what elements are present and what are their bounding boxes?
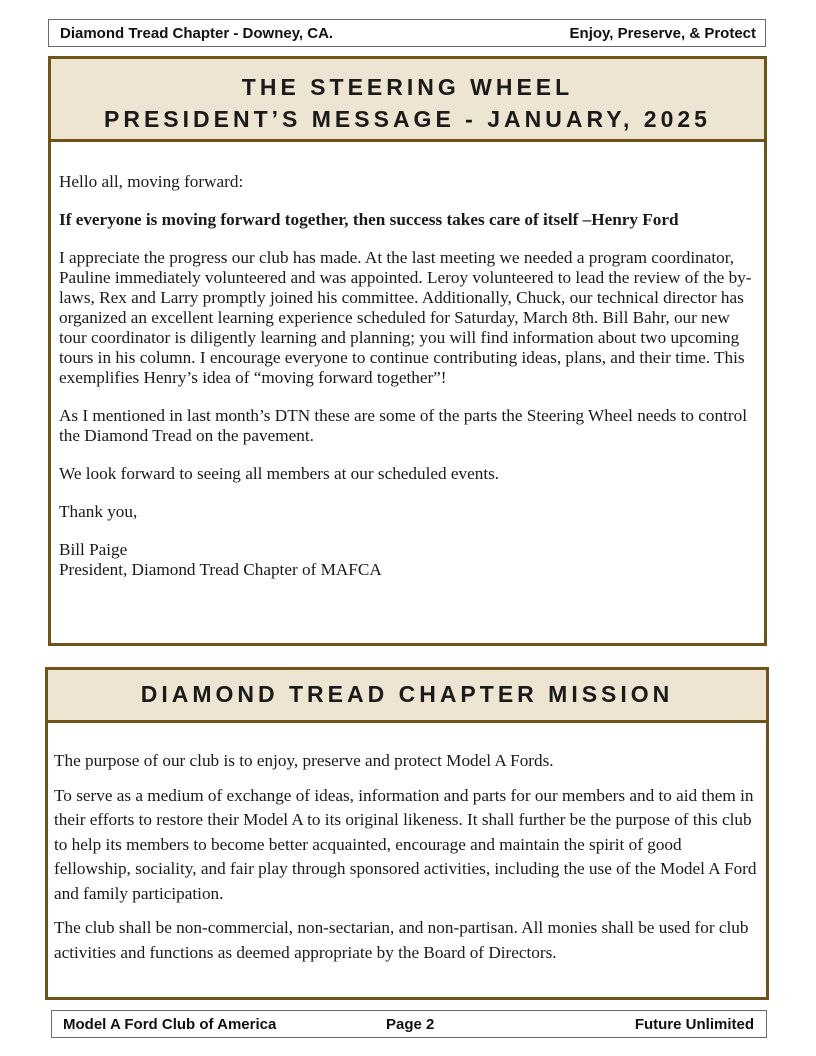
greeting: Hello all, moving forward: (59, 172, 244, 191)
title-line-1: THE STEERING WHEEL (241, 74, 574, 100)
page-number: Page 2 (386, 1015, 435, 1033)
footer-club: Model A Ford Club of America (63, 1015, 277, 1033)
president-message-title (51, 59, 764, 142)
header-chapter: Diamond Tread Chapter - Downey, CA. (60, 24, 334, 42)
signature (59, 540, 754, 580)
message-paragraph-3: We look forward to seeing all members at our scheduled events. (59, 464, 500, 483)
message-paragraph-2: As I mentioned in last month’s DTN these are some of the parts the Steering Wheel needs to control the Diamond Tread on the pavement. (59, 406, 747, 445)
signature-title: President, Diamond Tread Chapter of MAFCA (59, 560, 382, 579)
page-footer (51, 1010, 767, 1038)
mission-paragraph-2: To serve as a medium of exchange of ideas, information and parts for our members and to aid them in their efforts to restore their Model A to its original likeness. It shall further be the purpose of this club to help its members to become better acquainted, encourage and maintain the spirit of good fellowship, sociality, and fair play through sponsored activities, including the use of the Model A Ford and family participation. (54, 785, 761, 903)
president-message-box (48, 56, 767, 646)
closing: Thank you, (59, 502, 138, 521)
mission-title: DIAMOND TREAD CHAPTER MISSION (48, 670, 766, 723)
header-motto: Enjoy, Preserve, & Protect (569, 24, 756, 42)
page-header (48, 19, 766, 47)
president-message-body (51, 142, 764, 580)
signature-name: Bill Paige (59, 540, 128, 559)
mission-paragraph-3: The club shall be non-commercial, non-sectarian, and non-partisan. All monies shall be used for club activities and functions as deemed appropriate by the Board of Directors. (54, 918, 749, 962)
henry-ford-quote: If everyone is moving forward together, then success takes care of itself –Henry Ford (59, 210, 679, 229)
mission-paragraph-1: The purpose of our club is to enjoy, preserve and protect Model A Fords. (54, 751, 554, 770)
title-line-2: PRESIDENT’S MESSAGE - JANUARY, 2025 (104, 106, 711, 132)
mission-body (48, 723, 766, 965)
footer-motto: Future Unlimited (634, 1015, 754, 1033)
mission-box (45, 667, 769, 1000)
message-paragraph-1: I appreciate the progress our club has made. At the last meeting we needed a program coordinator, Pauline immediately volunteered and was appointed. Leroy volunteered to lead the review of the by-laws, Rex and Larry promptly joined his committee. Additionally, Chuck, our technical director has organized an excellent learning experience scheduled for Saturday, March 8th. Bill Bahr, our new tour coordinator is diligently learning and planning; you will find information about two upcoming tours in his column. I encourage everyone to continue contributing ideas, plans, and their time. This exemplifies Henry’s idea of “moving forward together”! (59, 248, 752, 387)
